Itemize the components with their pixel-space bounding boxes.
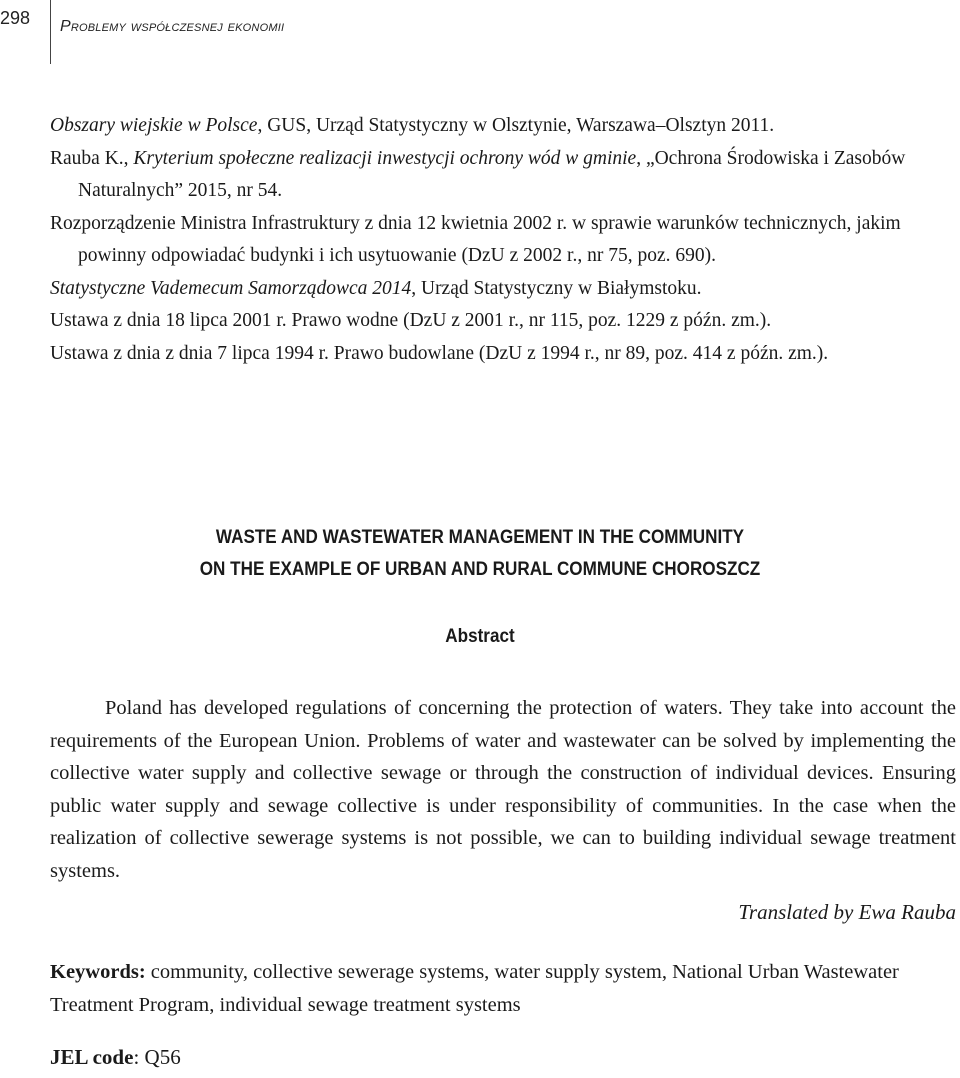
- article-title-line: ON THE EXAMPLE OF URBAN AND RURAL COMMUNE CHOROSZCZ: [199, 559, 761, 580]
- article-title: [48, 522, 912, 586]
- abstract-heading: Abstract: [445, 626, 515, 647]
- keywords: [50, 956, 956, 1021]
- reference-author: Rauba K.,: [50, 147, 134, 169]
- translator-credit: Translated by Ewa Rauba: [738, 900, 956, 924]
- abstract-text: Poland has developed regulations of concerning the protection of waters. They take into account the requirements of the European Union. Problems of water and wastewater can be solved by implementing the collective water supply and collective sewage or through the construction of individual devices. Ensuring public water supply and sewage collective is under responsibility of communities. In the case when the realization of collective sewerage systems is not possible, we can to building individual sewage treatment systems.: [50, 697, 956, 882]
- keywords-text: community, collective sewerage systems, water supply system, National Urban Wastewater Treatment Program, individual sewage treatment systems: [50, 961, 899, 1016]
- header-divider: [50, 0, 51, 64]
- jel-code: [50, 1045, 181, 1070]
- reference-title: Obszary wiejskie w Polsce: [50, 115, 258, 136]
- running-head: Problemy współczesnej ekonomii: [60, 18, 285, 35]
- reference-details: , GUS, Urząd Statystyczny w Olsztynie, Warszawa–Olsztyn 2011.: [257, 115, 775, 136]
- page-header: [0, 0, 960, 66]
- article-title-line: WASTE AND WASTEWATER MANAGEMENT IN THE COMMUNITY: [215, 527, 745, 548]
- page-number: 298: [0, 8, 31, 28]
- reference-item: Ustawa z dnia 18 lipca 2001 r. Prawo wodne (DzU z 2001 r., nr 115, poz. 1229 z późn. zm.).: [50, 310, 772, 331]
- reference-title: Kryterium społeczne realizacji inwestycji ochrony wód w gminie: [133, 147, 637, 169]
- keywords-label: Keywords:: [50, 961, 146, 983]
- reference-title: Statystyczne Vademecum Samorządowca 2014: [50, 277, 412, 299]
- reference-item: [50, 273, 956, 306]
- reference-details: , „Ochrona Środowiska i Zasobów Naturalnych” 2015, nr 54.: [78, 147, 906, 201]
- reference-list: [50, 110, 956, 370]
- reference-item: [50, 143, 956, 208]
- reference-item: [50, 110, 956, 143]
- jel-label: JEL code: [50, 1045, 134, 1069]
- reference-item: Rozporządzenie Ministra Infrastruktury z dnia 12 kwietnia 2002 r. w sprawie warunków technicznych, jakim powinny odpowiadać budynki i ich usytuowanie (DzU z 2002 r., nr 75, poz. 690).: [50, 212, 901, 266]
- reference-item: Ustawa z dnia z dnia 7 lipca 1994 r. Prawo budowlane (DzU z 1994 r., nr 89, poz. 414 z późn. zm.).: [50, 342, 829, 364]
- reference-details: , Urząd Statystyczny w Białymstoku.: [411, 277, 702, 299]
- jel-value: : Q56: [133, 1045, 181, 1069]
